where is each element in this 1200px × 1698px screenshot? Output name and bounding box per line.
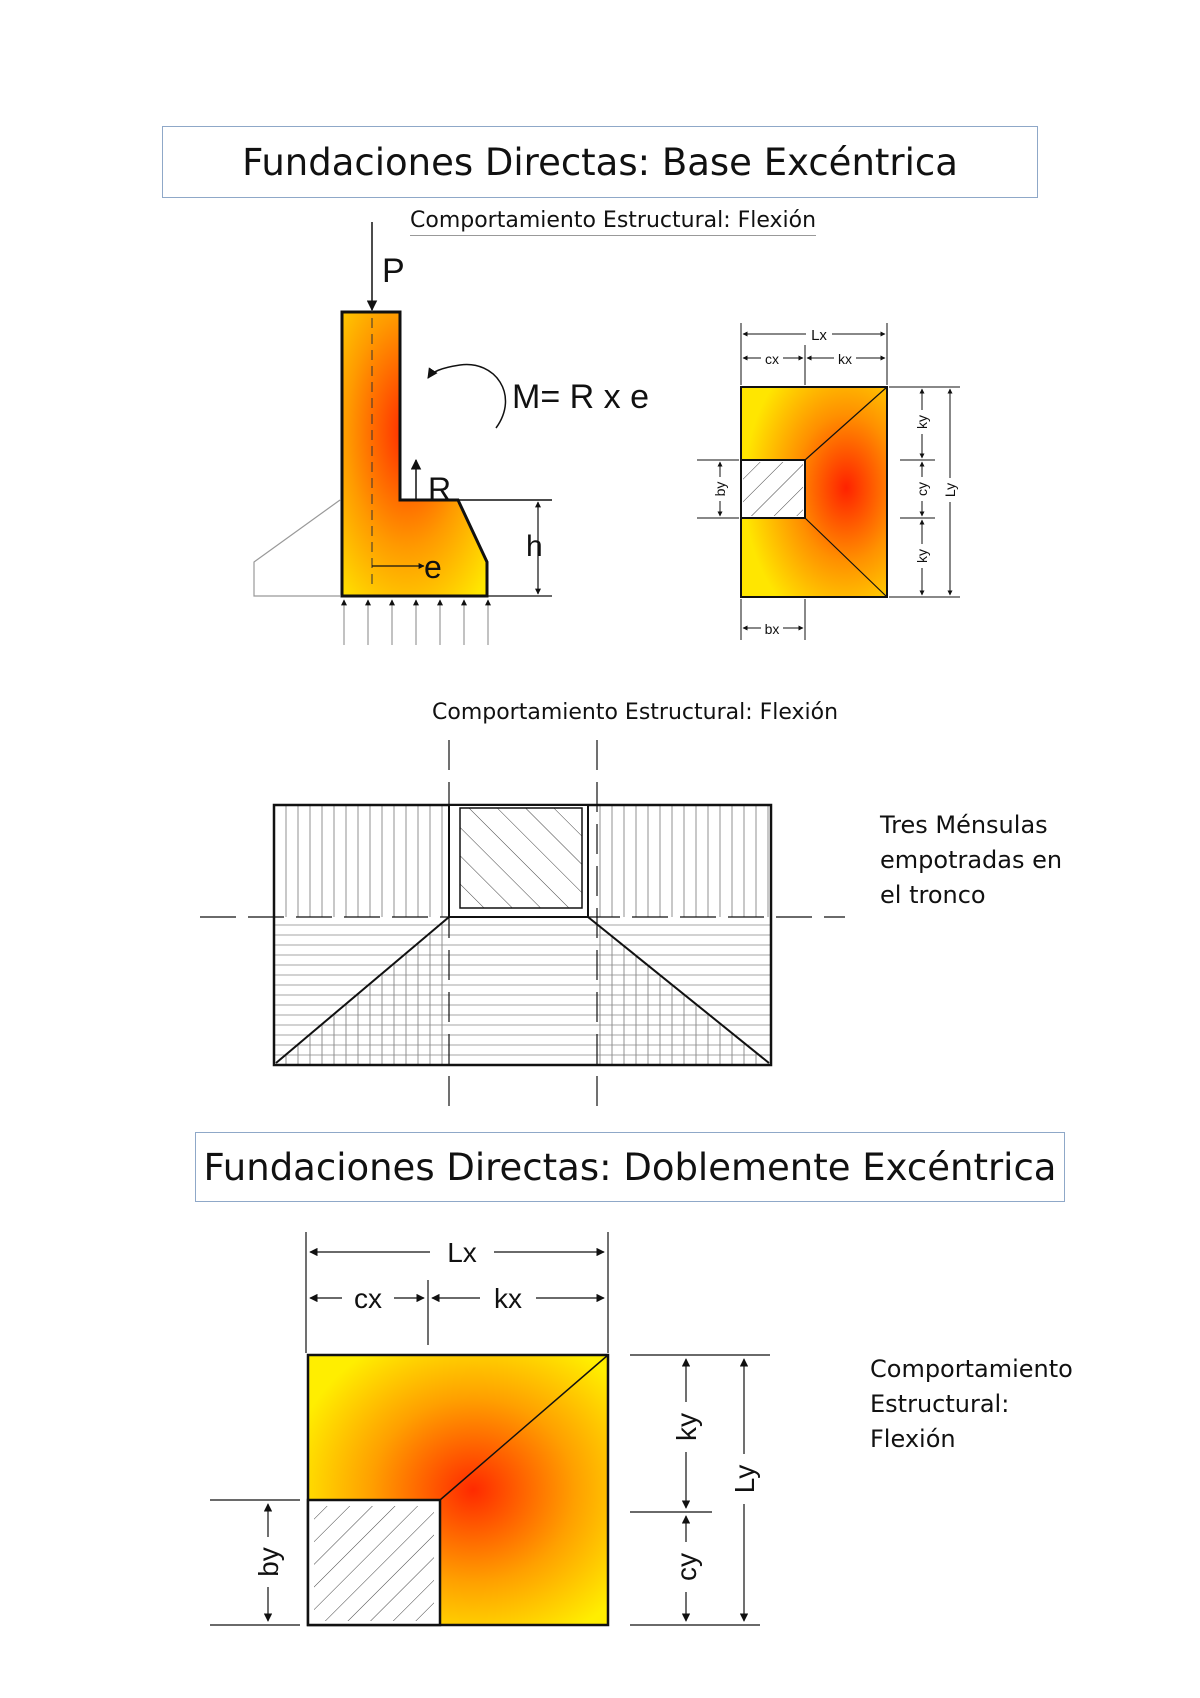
cantilever-plan [200, 740, 845, 1118]
section1-title-text: Fundaciones Directas: Base Excéntrica [242, 140, 958, 184]
eccentric-footing-elevation [254, 222, 649, 645]
footing-body [342, 312, 487, 596]
by-label: by [712, 481, 728, 497]
bx-label: bx [764, 621, 780, 637]
cx-label: cx [765, 351, 779, 367]
Lx-label: Lx [811, 327, 827, 344]
note-line: Comportamiento [870, 1355, 1073, 1383]
eccentric-footing-plan [697, 323, 960, 640]
ky-top-label: ky [914, 415, 930, 429]
p3-cy-label: cy [671, 1553, 702, 1581]
reaction-label: R [428, 471, 452, 507]
p3-Lx-label: Lx [447, 1237, 477, 1268]
p3-Ly-label: Ly [729, 1464, 760, 1494]
cantilever-diag-right [588, 917, 769, 1063]
note-line: empotradas en [880, 846, 1063, 874]
section2-subtitle-text: Comportamiento Estructural: Flexión [432, 700, 839, 725]
eccentricity-label: e [424, 549, 442, 585]
Ly-label: Ly [942, 482, 958, 498]
moment-arc [428, 365, 505, 428]
kx-label: kx [838, 351, 852, 367]
load-label: P [382, 252, 405, 290]
p3-cx-label: cx [354, 1283, 382, 1314]
note-line: Flexión [870, 1425, 956, 1453]
ghost-footing-outline [254, 500, 340, 596]
p3-kx-label: kx [494, 1283, 522, 1314]
note-line: Estructural: [870, 1390, 1010, 1418]
note-line: el tronco [880, 881, 986, 909]
p3-ky-label: ky [671, 1413, 702, 1441]
ky-bottom-label: ky [914, 549, 930, 563]
cantilever-diag-left [276, 917, 449, 1063]
cy-label: cy [914, 482, 930, 496]
section3-title-text: Fundaciones Directas: Doblemente Excéntrica [203, 1145, 1057, 1189]
p3-by-label: by [253, 1547, 284, 1577]
double-eccentric-plan [210, 1232, 770, 1625]
moment-label: M= R x e [512, 378, 649, 416]
section1-subtitle-text: Comportamiento Estructural: Flexión [410, 208, 817, 233]
note-line: Tres Ménsulas [880, 811, 1048, 839]
soil-pressure-arrows [344, 600, 488, 645]
height-label: h [526, 530, 543, 563]
